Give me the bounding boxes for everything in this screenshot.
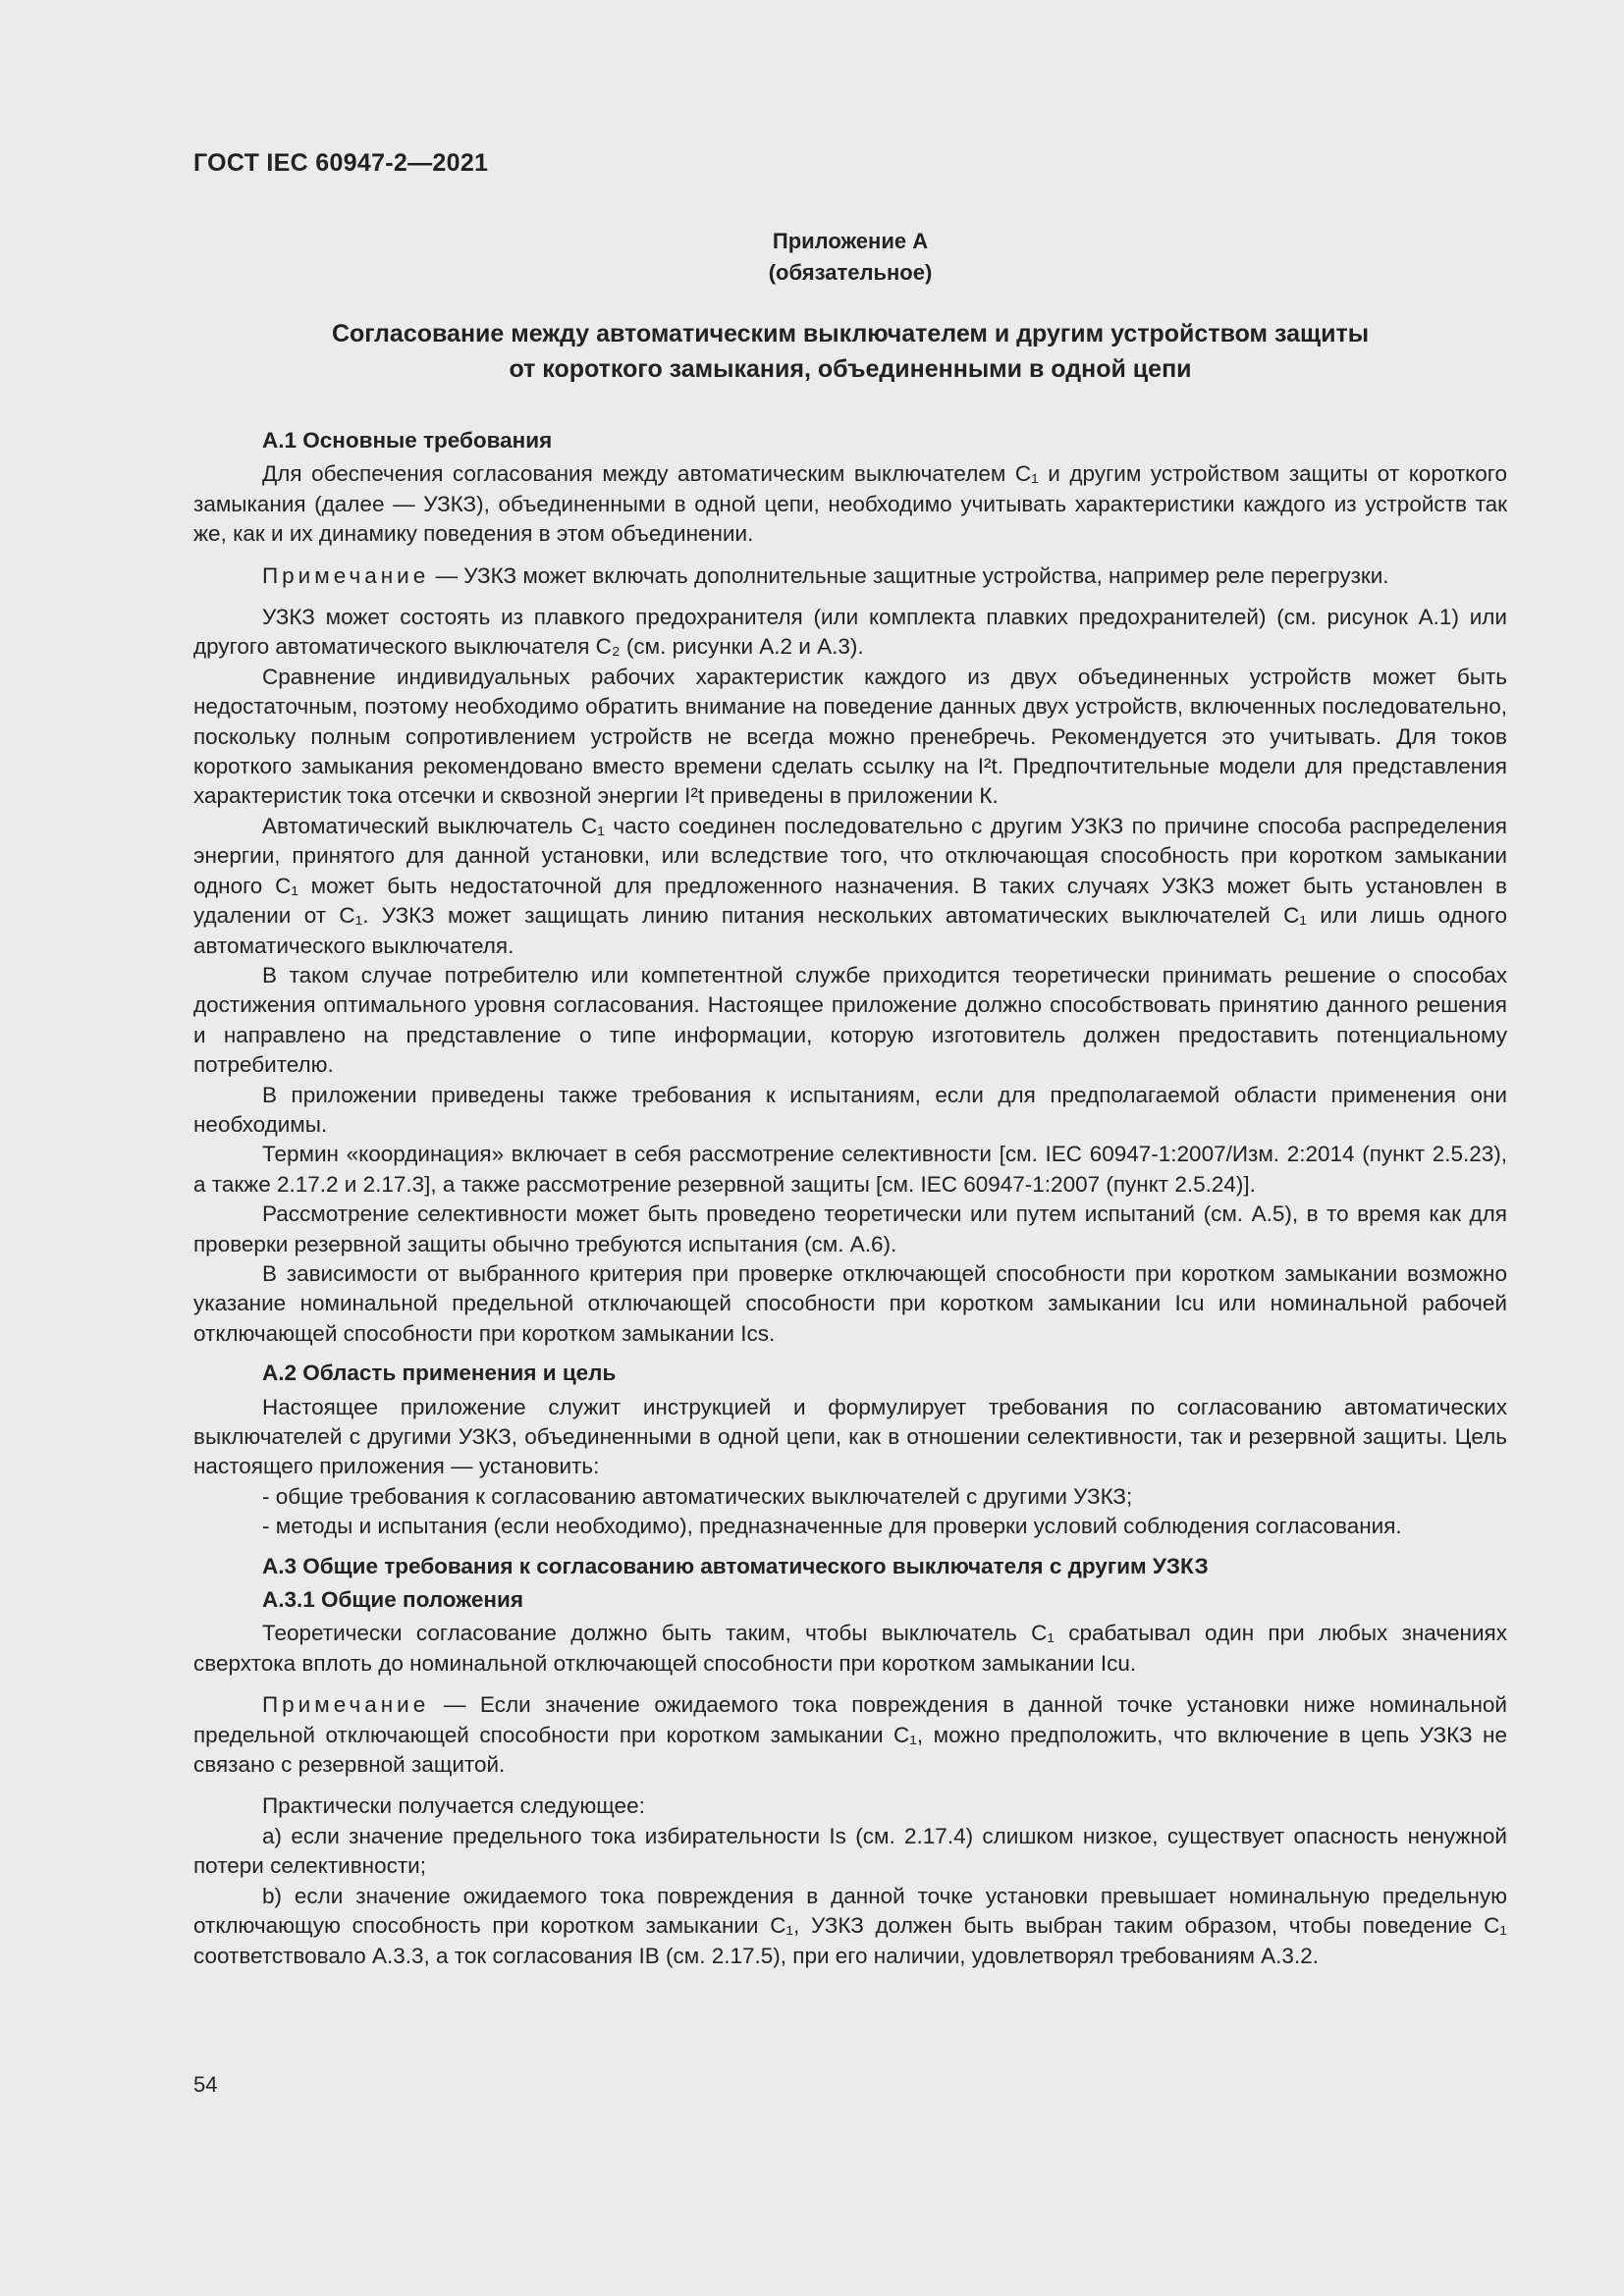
paragraph: В таком случае потребителю или компетентной службе приходится теоретически принимать решение о способах достижения оптимального уровня согласования. Настоящее приложение должно способствовать принятию данного решения и направлено на представление о типе информации, которую изготовитель должен предоставить потенциальному потребителю. xyxy=(193,962,1507,1078)
list-item: - общие требования к согласованию автоматических выключателей с другими УЗКЗ; xyxy=(262,1483,1133,1509)
paragraph: В зависимости от выбранного критерия при проверке отключающей способности при коротком замыкании возможно указание номинальной предельной отключающей способности при коротком замыкании Icu или номинальной рабочей отключающей способности при коротком замыкании Ics. xyxy=(193,1260,1507,1346)
paragraph: Теоретически согласование должно быть таким, чтобы выключатель C₁ срабатывал один при любых значениях сверхтока вплоть до номинальной отключающей способности при коротком замыкании Icu. xyxy=(193,1621,1507,1676)
note xyxy=(193,1690,1507,1780)
section-a2-heading: А.2 Область применения и цель xyxy=(262,1361,617,1386)
paragraph: Для обеспечения согласования между автоматическим выключателем C₁ и другим устройством защиты от короткого замыкания (далее — УЗКЗ), объединенными в одной цепи, необходимо учитывать характеристики каждого из устройств так же, как и их динамику поведения в этом объединении. xyxy=(193,461,1507,547)
section-a3-heading: А.3 Общие требования к согласованию автоматического выключателя с другим УЗКЗ xyxy=(262,1553,1209,1578)
paragraph: Термин «координация» включает в себя рассмотрение селективности [см. IEC 60947-1:2007/Изм. 2:2014 (пункт 2.5.23), а также 2.17.2 и 2.17.3], а также рассмотрение резервной защиты [см. IEC 60947-1:2007 (пункт 2.5.24)]. xyxy=(193,1142,1507,1197)
paragraph: Рассмотрение селективности может быть проведено теоретически или путем испытаний (см. А.5), в то время как для проверки резервной защиты обычно требуются испытания (см. А.6). xyxy=(193,1201,1507,1256)
paragraph: УЗКЗ может состоять из плавкого предохранителя (или комплекта плавких предохранителей) (см. рисунок А.1) или другого автоматического выключателя C₂ (см. рисунки А.2 и А.3). xyxy=(193,605,1507,660)
title-line-2: от короткого замыкания, объединенными в одной цепи xyxy=(509,355,1192,383)
paragraph: В приложении приведены также требования к испытаниям, если для предполагаемой области применения они необходимы. xyxy=(193,1082,1507,1137)
note-text: — Если значение ожидаемого тока повреждения в данной точке установки ниже номинальной предельной отключающей способности при коротком замыкании C₁, можно предположить, что включение в цепь УЗКЗ не связано с резервной защитой. xyxy=(193,1692,1507,1778)
list-item-b: b) если значение ожидаемого тока повреждения в данной точке установки превышает номинальную предельную отключающую способность при коротком замыкании C₁, УЗКЗ должен быть выбран таким образом, чтобы поведение C₁ соответствовало А.3.3, а ток согласования IB (см. 2.17.5), при его наличии, удовлетворял требованиям А.3.2. xyxy=(193,1883,1507,1968)
paragraph: Автоматический выключатель C₁ часто соединен последовательно с другим УЗКЗ по причине способа распределения энергии, принятого для данной установки, или вследствие того, что отключающая способность при коротком замыкании одного C₁ может быть недостаточной для предложенного назначения. В таких случаях УЗКЗ может быть установлен в удалении от C₁. УЗКЗ может защищать линию питания нескольких автоматических выключателей C₁ или лишь одного автоматического выключателя. xyxy=(193,813,1507,958)
note xyxy=(193,561,1507,591)
note-label: Примечание xyxy=(262,1692,430,1718)
document-title xyxy=(193,316,1507,387)
section-a3-1-heading: А.3.1 Общие положения xyxy=(262,1587,523,1613)
page-number: 54 xyxy=(193,2072,218,2097)
list-item-a: а) если значение предельного тока избирательности Is (см. 2.17.4) слишком низкое, существует опасность ненужной потери селективности; xyxy=(193,1823,1507,1879)
appendix-title: Приложение А xyxy=(772,229,929,253)
section-a1-heading: А.1 Основные требования xyxy=(262,428,553,453)
document-body xyxy=(193,426,1507,1971)
note-label: Примечание xyxy=(262,562,430,588)
paragraph: Практически получается следующее: xyxy=(262,1793,645,1819)
appendix-status: (обязательное) xyxy=(768,260,933,285)
note-text: — УЗКЗ может включать дополнительные защитные устройства, например реле перегрузки. xyxy=(429,562,1389,588)
appendix-heading xyxy=(193,226,1507,289)
paragraph: Настоящее приложение служит инструкцией и формулирует требования по согласованию автоматических выключателей с другими УЗКЗ, объединенными в одной цепи, как в отношении селективности, так и резервной защиты. Цель настоящего приложения — установить: xyxy=(193,1394,1507,1479)
document-header: ГОСТ IEC 60947-2—2021 xyxy=(193,149,489,177)
title-line-1: Согласование между автоматическим выключателем и другим устройством защиты xyxy=(331,320,1370,347)
list-item: - методы и испытания (если необходимо), предназначенные для проверки условий соблюдения согласования. xyxy=(262,1514,1402,1539)
paragraph: Сравнение индивидуальных рабочих характеристик каждого из двух объединенных устройств может быть недостаточным, поэтому необходимо обратить внимание на поведение данных двух устройств, включенных последовательно, поскольку полным сопротивлением устройств не всегда можно пренебречь. Рекомендуется это учитывать. Для токов короткого замыкания рекомендовано вместо времени сделать ссылку на I²t. Предпочтительные модели для представления характеристик тока отсечки и сквозной энергии I²t приведены в приложении К. xyxy=(193,664,1507,809)
